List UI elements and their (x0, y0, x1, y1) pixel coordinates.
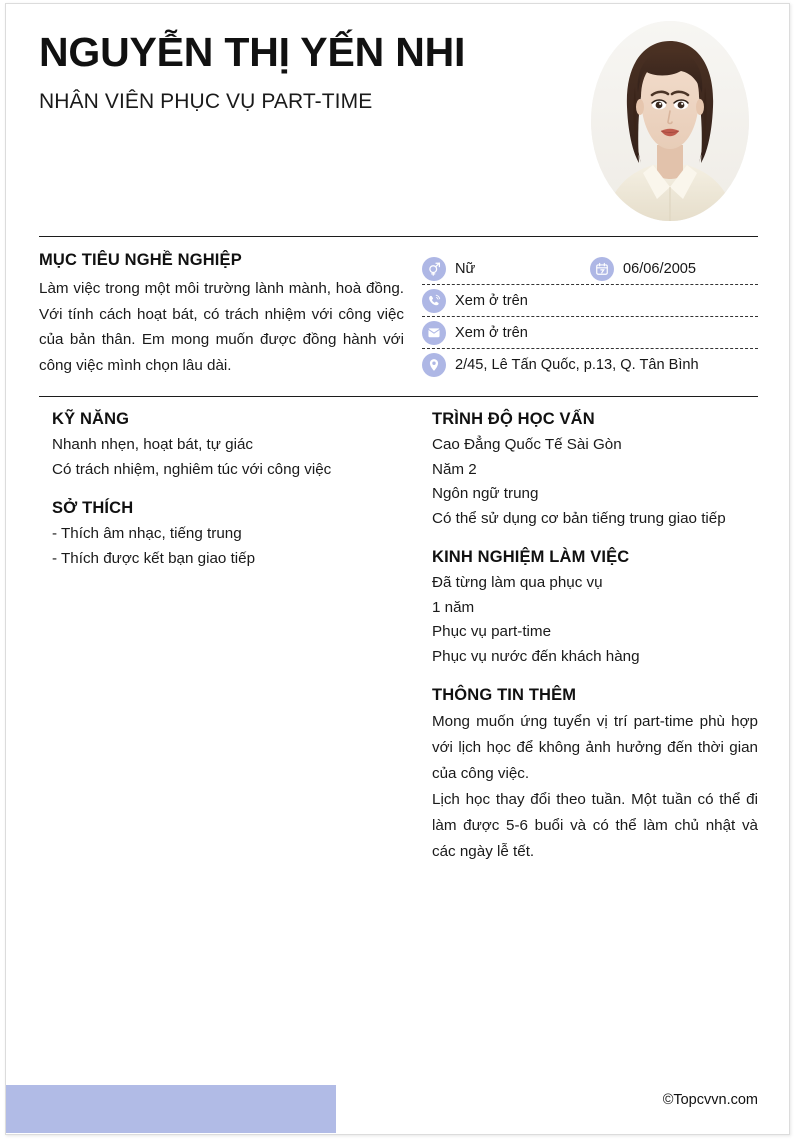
contact-birthday (590, 257, 758, 281)
contact-email (422, 321, 758, 345)
skills-section (52, 410, 402, 482)
contact-phone (422, 289, 758, 313)
footer-credit: ©Topcvvn.com (662, 1092, 758, 1108)
education-heading: TRÌNH ĐỘ HỌC VẤN (432, 410, 595, 428)
location-pin-icon (422, 353, 446, 377)
email-icon (422, 321, 446, 345)
cv-main-body (6, 397, 789, 882)
left-column (39, 410, 422, 882)
portrait-photo-icon (591, 21, 749, 221)
experience-item: Phục vụ part-time (432, 623, 552, 640)
hobbies-heading: SỞ THÍCH (52, 499, 134, 517)
experience-item: Phục vụ nước đến khách hàng (432, 647, 640, 665)
education-item: Năm 2 (432, 460, 477, 478)
experience-section (432, 548, 758, 669)
candidate-name: NGUYỄN THỊ YẾN NHI (39, 29, 466, 75)
phone-icon (422, 289, 446, 313)
additional-info-heading: THÔNG TIN THÊM (432, 686, 577, 704)
experience-item: 1 năm (432, 598, 475, 616)
contact-gender (422, 257, 590, 281)
right-column (422, 410, 758, 882)
objective-and-contacts (6, 251, 789, 381)
experience-heading: KINH NGHIỆM LÀM VIỆC (432, 548, 630, 566)
contact-phone-value: Xem ở trên (455, 292, 528, 309)
header-divider (39, 236, 758, 237)
hobbies-item: - Thích được kết bạn giao tiếp (52, 549, 256, 567)
additional-info-paragraph: Mong muốn ứng tuyển vị trí part-time phù hợp với lịch học để không ảnh hưởng đến thời gian của công việc. (432, 713, 758, 782)
experience-item: Đã từng làm qua phục vụ (432, 574, 603, 591)
hobbies-section (52, 499, 402, 571)
hobbies-item: - Thích âm nhạc, tiếng trung (52, 525, 242, 542)
objective-section (39, 251, 422, 381)
contact-address-value: 2/45, Lê Tấn Quốc, p.13, Q. Tân Bình (455, 357, 699, 373)
footer-accent-bar (6, 1085, 336, 1133)
objective-heading: MỤC TIÊU NGHỀ NGHIỆP (39, 251, 242, 269)
gender-icon (422, 257, 446, 281)
contact-birthday-value: 06/06/2005 (623, 260, 697, 277)
contact-email-value: Xem ở trên (455, 324, 528, 341)
calendar-icon (590, 257, 614, 281)
skills-item: Có trách nhiệm, nghiêm túc với công việc (52, 460, 332, 478)
skills-item: Nhanh nhẹn, hoạt bát, tự giác (52, 436, 253, 453)
education-item: Cao Đẳng Quốc Tế Sài Gòn (432, 436, 622, 453)
avatar (591, 21, 749, 221)
additional-info-paragraph: Lịch học thay đổi theo tuần. Một tuần có thể đi làm được 5-6 buổi và có thể làm chủ nhật và các ngày lễ tết. (432, 791, 758, 860)
education-item: Có thể sử dụng cơ bản tiếng trung giao tiếp (432, 509, 726, 527)
cv-page (5, 3, 790, 1135)
skills-heading: KỸ NĂNG (52, 410, 130, 428)
contact-row (422, 253, 758, 285)
cv-footer (6, 1078, 789, 1134)
cv-header (6, 4, 789, 236)
contact-row (422, 285, 758, 317)
contact-row (422, 349, 758, 381)
candidate-job-title: NHÂN VIÊN PHỤC VỤ PART-TIME (39, 90, 373, 113)
contact-gender-value: Nữ (455, 260, 476, 277)
education-item: Ngôn ngữ trung (432, 485, 539, 502)
education-section (432, 410, 758, 531)
contact-row (422, 317, 758, 349)
contact-address (422, 353, 758, 377)
contact-list (422, 251, 758, 381)
objective-text: Làm việc trong một môi trường lành mành, hoà đồng. Với tính cách hoạt bát, có trách nhiệm với công việc của bản thân. Em mong muốn được đồng hành với công việc mình chọn lâu dài. (39, 280, 404, 374)
additional-info-section (432, 686, 758, 865)
